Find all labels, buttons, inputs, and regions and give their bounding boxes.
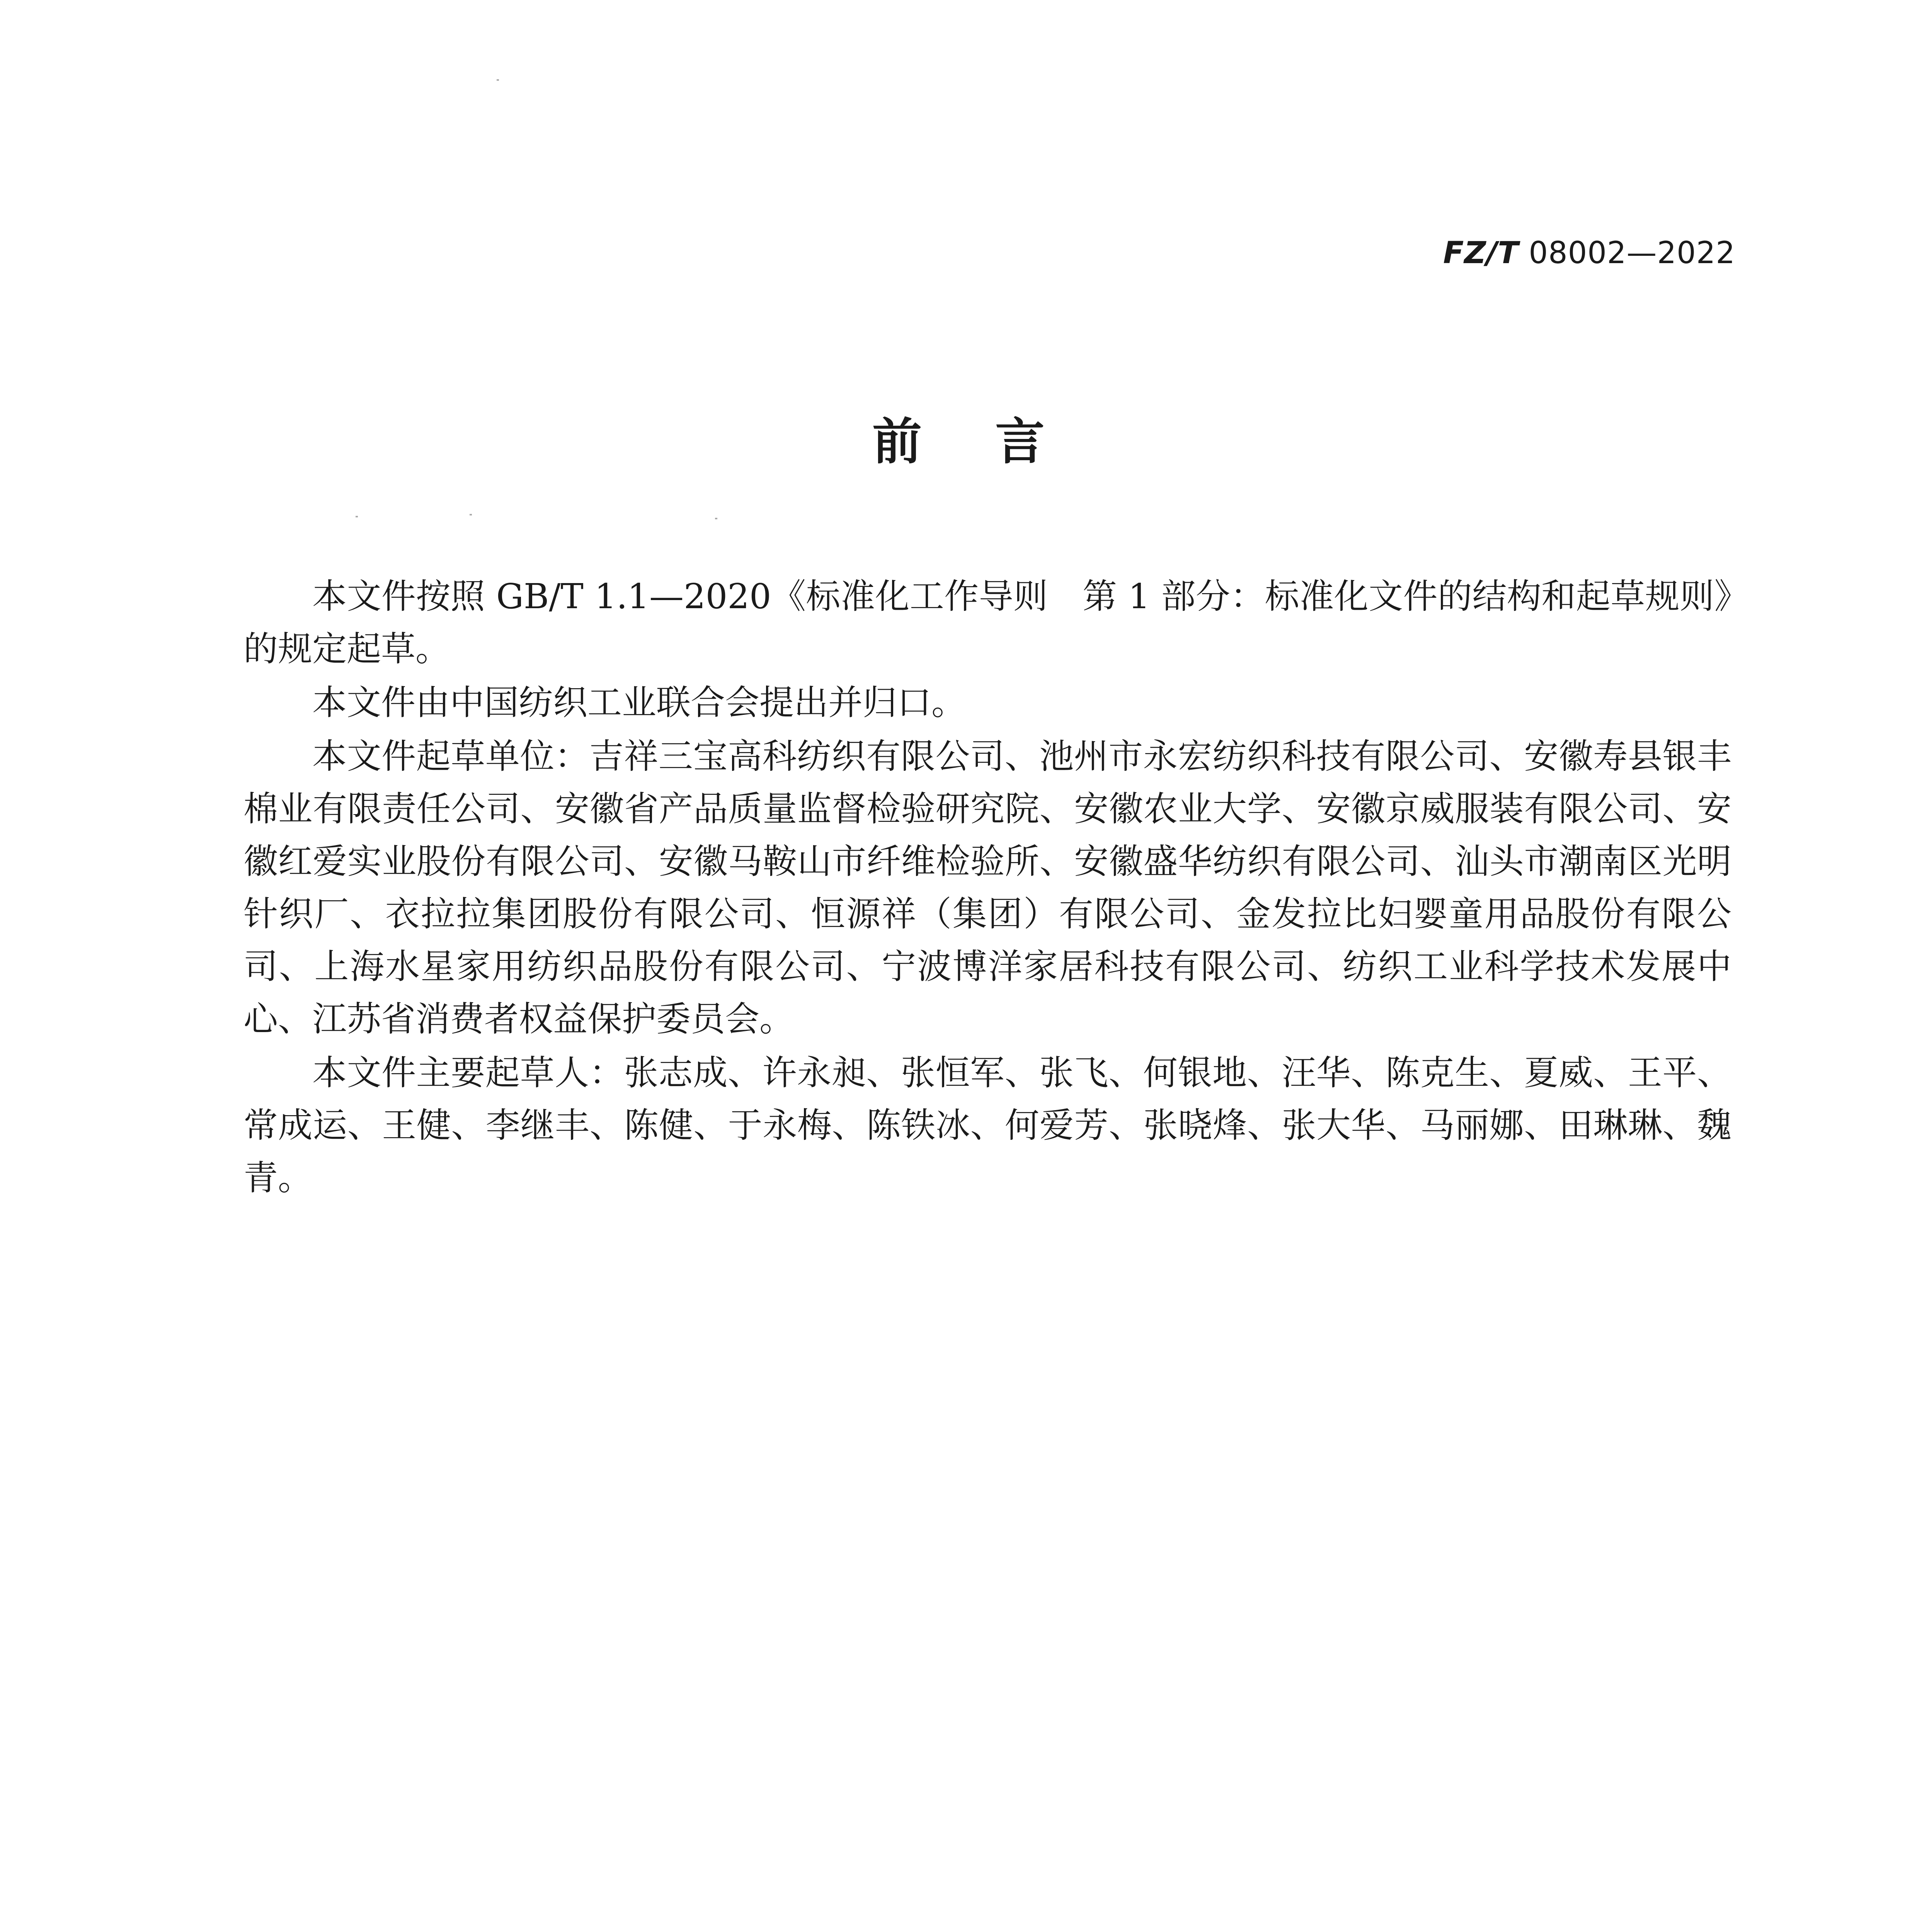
- standard-code-number: 08002—2022: [1519, 236, 1735, 270]
- scan-speck: [497, 79, 499, 81]
- standard-code-prefix: FZ/T: [1443, 236, 1519, 270]
- foreword-body: [243, 570, 1731, 1205]
- page-title: 前言: [872, 413, 1118, 471]
- paragraph-main-drafters: 本文件主要起草人：张志成、许永昶、张恒军、张飞、何银地、汪华、陈克生、夏威、王平、常成运、王健、李继丰、陈健、于永梅、陈铁冰、何爱芳、张晓烽、张大华、马丽娜、田琳琳、魏青。: [243, 1053, 1731, 1198]
- paragraph-drafting-rules: 本文件按照 GB/T 1.1—2020《标准化工作导则 第 1 部分：标准化文件的结构和起草规则》的规定起草。: [243, 576, 1731, 669]
- paragraph-drafting-units: 本文件起草单位：吉祥三宝高科纺织有限公司、池州市永宏纺织科技有限公司、安徽寿县银丰棉业有限责任公司、安徽省产品质量监督检验研究院、安徽农业大学、安徽京威服装有限公司、安徽红爱实业股份有限公司、安徽马鞍山市纤维检验所、安徽盛华纺织有限公司、汕头市潮南区光明针织厂、衣拉拉集团股份有限公司、恒源祥（集团）有限公司、金发拉比妇婴童用品股份有限公司、上海水星家用纺织品股份有限公司、宁波博洋家居科技有限公司、纺织工业科学技术发展中心、江苏省消费者权益保护委员会。: [243, 736, 1731, 1039]
- scan-speck: [715, 518, 717, 519]
- scan-speck: [470, 514, 472, 515]
- scan-speck: [356, 516, 358, 517]
- paragraph-proposer: 本文件由中国纺织工业联合会提出并归口。: [312, 682, 966, 723]
- standard-code: [1443, 236, 1735, 270]
